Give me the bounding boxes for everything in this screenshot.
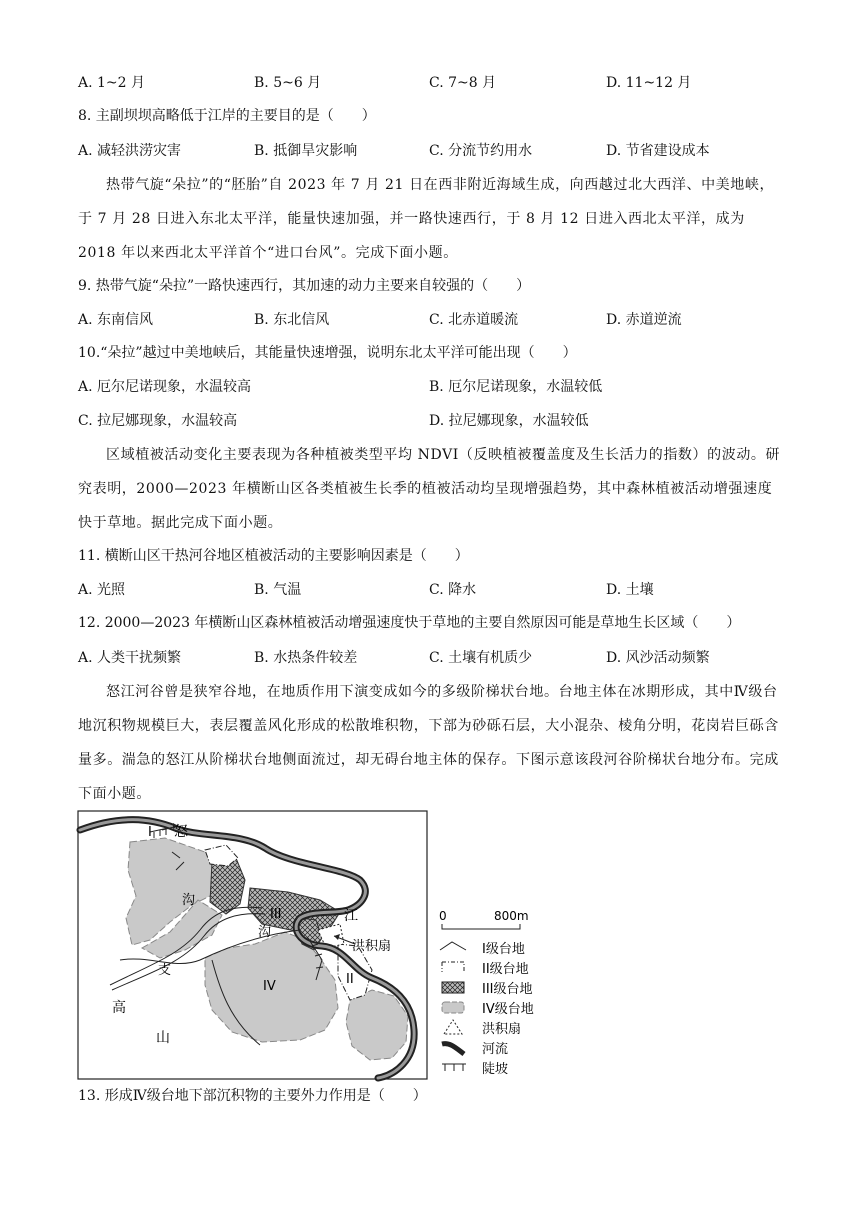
legend-terrace-iv-symbol bbox=[442, 1002, 464, 1013]
q10-option-a: A. 厄尔尼诺现象，水温较高 bbox=[78, 379, 252, 395]
svg-text:陡坡: 陡坡 bbox=[482, 1062, 509, 1077]
q11-option-c: C. 降水 bbox=[429, 582, 477, 598]
q7-option-a: A. 1~2 月 bbox=[78, 75, 146, 91]
label-gou-1: 沟 bbox=[182, 893, 196, 908]
q8-option-d: D. 节省建设成本 bbox=[606, 143, 710, 159]
svg-text:IV级台地: IV级台地 bbox=[482, 1002, 534, 1017]
q7-option-c: C. 7~8 月 bbox=[429, 75, 497, 91]
q10-stem: 10.“朵拉”越过中美地峡后，其能量快速增强，说明东北太平洋可能出现（ ） bbox=[78, 345, 577, 361]
q8-option-a: A. 减轻洪涝灾害 bbox=[78, 143, 182, 159]
q10-option-d: D. 拉尼娜现象，水温较低 bbox=[429, 413, 589, 429]
label-terrace-i: I bbox=[148, 825, 152, 840]
q9-option-d: D. 赤道逆流 bbox=[606, 312, 682, 328]
q11-option-b: B. 气温 bbox=[254, 582, 302, 598]
q12-option-c: C. 土壤有机质少 bbox=[429, 650, 533, 666]
legend bbox=[440, 941, 534, 1077]
q11-option-d: D. 土壤 bbox=[606, 582, 654, 598]
label-gou-2: 沟 bbox=[258, 925, 272, 940]
q12-stem: 12. 2000—2023 年横断山区森林植被活动增强速度快于草地的主要自然原因可能是草地生长区域（ ） bbox=[78, 615, 741, 631]
q11-option-a: A. 光照 bbox=[78, 582, 126, 598]
legend-terrace-iii-symbol bbox=[442, 982, 464, 993]
legend-slope-symbol bbox=[442, 1064, 466, 1071]
q12-option-b: B. 水热条件较差 bbox=[254, 650, 358, 666]
label-terrace-ii: II bbox=[346, 972, 354, 987]
legend-terrace-ii-symbol bbox=[442, 962, 464, 972]
svg-text:0: 0 bbox=[439, 909, 447, 923]
svg-text:800m: 800m bbox=[494, 909, 529, 923]
q10-option-b: B. 厄尔尼诺现象，水温较低 bbox=[429, 379, 603, 395]
q10-option-c: C. 拉尼娜现象，水温较高 bbox=[78, 413, 238, 429]
legend-terrace-i-symbol bbox=[440, 942, 466, 950]
q9-option-a: A. 东南信风 bbox=[78, 312, 154, 328]
q8-option-c: C. 分流节约用水 bbox=[429, 143, 533, 159]
q8-option-b: B. 抵御旱灾影响 bbox=[254, 143, 358, 159]
label-terrace-iii: III bbox=[270, 907, 282, 922]
svg-text:洪积扇: 洪积扇 bbox=[482, 1022, 522, 1037]
legend-river-symbol bbox=[442, 1044, 464, 1054]
q9-option-c: C. 北赤道暖流 bbox=[429, 312, 519, 328]
legend-fan-symbol bbox=[444, 1020, 462, 1034]
passage-dora: 热带气旋“朵拉”的“胚胎”自 2023 年 7 月 21 日在西非附近海域生成，向西越过北大西洋、中美地峡，于 7 月 28 日进入东北太平洋，能量快速加强，并一路快速西行，于 8 月 12 日进入西北太平洋，成为 2018 年以来西北太平洋首个“进口台风”。完成下面小题。 bbox=[78, 177, 775, 261]
passage-ndvi: 区域植被活动变化主要表现为各种植被类型平均 NDVI（反映植被覆盖度及生长活力的指数）的波动。研究表明，2000—2023 年横断山区各类植被生长季的植被活动均呈现增强趋势，其中森林植被活动增强速度快于草地。据此完成下面小题。 bbox=[78, 447, 781, 531]
q9-stem: 9. 热带气旋“朵拉”一路快速西行，其加速的动力主要来自较强的（ ） bbox=[78, 278, 531, 294]
q7-option-d: D. 11~12 月 bbox=[606, 75, 692, 91]
label-fan: 洪积扇 bbox=[352, 939, 392, 954]
q9-option-b: B. 东北信风 bbox=[254, 312, 330, 328]
q11-stem: 11. 横断山区干热河谷地区植被活动的主要影响因素是（ ） bbox=[78, 548, 469, 564]
q12-option-a: A. 人类干扰频繁 bbox=[78, 650, 182, 666]
scale-bar bbox=[439, 909, 529, 929]
passage-nujiang: 怒江河谷曾是狭窄谷地，在地质作用下演变成如今的多级阶梯状台地。台地主体在冰期形成，其中Ⅳ级台地沉积物规模巨大，表层覆盖风化形成的松散堆积物，下部为砂砾石层，大小混杂、棱角分明，花岗岩巨砾含量多。湍急的怒江从阶梯状台地侧面流过，却无碍台地主体的保存。下图示意该段河谷阶梯状台地分布。完成下面小题。 bbox=[78, 684, 779, 802]
svg-text:III级台地: III级台地 bbox=[482, 982, 533, 997]
label-jiang: 江 bbox=[344, 908, 358, 924]
label-gao: 高 bbox=[112, 1000, 126, 1016]
label-shan: 山 bbox=[156, 1030, 170, 1046]
svg-text:I级台地: I级台地 bbox=[482, 942, 525, 957]
label-zhi: 支 bbox=[158, 963, 172, 978]
q12-option-d: D. 风沙活动频繁 bbox=[606, 650, 710, 666]
q7-option-b: B. 5~6 月 bbox=[254, 75, 322, 91]
svg-text:河流: 河流 bbox=[482, 1042, 509, 1057]
label-nu: 怒 bbox=[174, 824, 188, 840]
q13-stem: 13. 形成Ⅳ级台地下部沉积物的主要外力作用是（ ） bbox=[78, 1088, 427, 1104]
svg-text:II级台地: II级台地 bbox=[482, 962, 529, 977]
q8-stem: 8. 主副坝坝高略低于江岸的主要目的是（ ） bbox=[78, 108, 376, 124]
label-terrace-iv: IV bbox=[263, 979, 276, 994]
